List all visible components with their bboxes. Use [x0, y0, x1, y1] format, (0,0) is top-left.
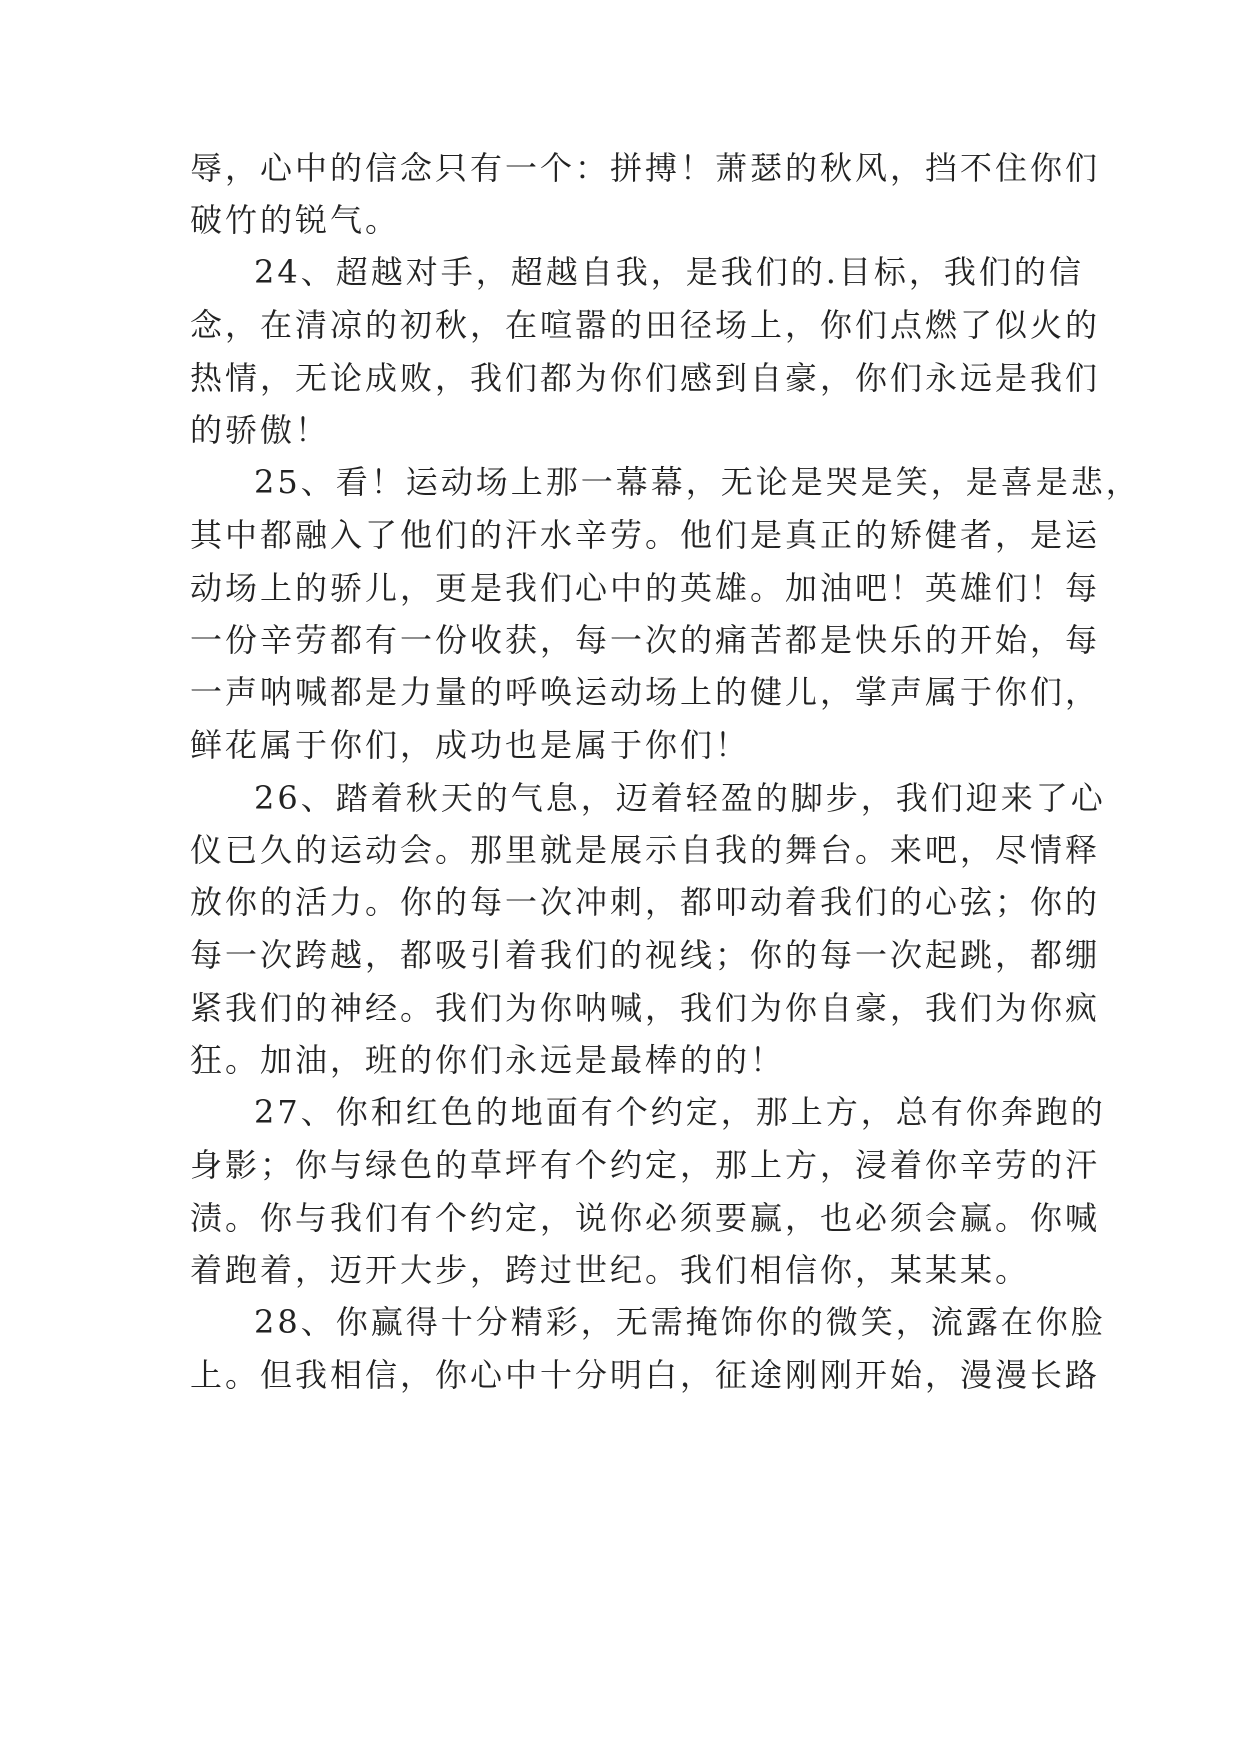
paragraph-line: 的骄傲！	[190, 411, 331, 449]
paragraph-line: 24、超越对手，超越自我，是我们的.目标，我们的信	[254, 253, 1084, 291]
paragraph-line: 一声呐喊都是力量的呼唤运动场上的健儿，掌声属于你们，	[190, 673, 1101, 711]
paragraph-line: 其中都融入了他们的汗水辛劳。他们是真正的矫健者，是运	[190, 516, 1101, 554]
paragraph-line: 28、你赢得十分精彩，无需掩饰你的微笑，流露在你脸	[254, 1303, 1106, 1341]
paragraph-line: 身影；你与绿色的草坪有个约定，那上方，浸着你辛劳的汗	[190, 1146, 1101, 1184]
paragraph-line: 鲜花属于你们，成功也是属于你们！	[190, 726, 751, 764]
paragraph-line: 26、踏着秋天的气息，迈着轻盈的脚步，我们迎来了心	[254, 779, 1106, 817]
paragraph-line: 辱，心中的信念只有一个：拼搏！萧瑟的秋风，挡不住你们	[190, 149, 1101, 187]
paragraph-line: 狂。加油，班的你们永远是最棒的的！	[190, 1041, 786, 1079]
paragraph-line: 每一次跨越，都吸引着我们的视线；你的每一次起跳，都绷	[190, 936, 1101, 974]
paragraph-line: 25、看！运动场上那一幕幕，无论是哭是笑，是喜是悲，	[254, 463, 1141, 501]
paragraph-line: 放你的活力。你的每一次冲刺，都叩动着我们的心弦；你的	[190, 883, 1101, 921]
paragraph-line: 念，在清凉的初秋，在喧嚣的田径场上，你们点燃了似火的	[190, 306, 1101, 344]
paragraph-line: 渍。你与我们有个约定，说你必须要赢，也必须会赢。你喊	[190, 1199, 1101, 1237]
paragraph-line: 上。但我相信，你心中十分明白，征途刚刚开始，漫漫长路	[190, 1356, 1101, 1394]
paragraph-line: 着跑着，迈开大步，跨过世纪。我们相信你，某某某。	[190, 1251, 1031, 1289]
paragraph-line: 热情，无论成败，我们都为你们感到自豪，你们永远是我们	[190, 359, 1101, 397]
paragraph-line: 仪已久的运动会。那里就是展示自我的舞台。来吧，尽情释	[190, 831, 1101, 869]
paragraph-line: 动场上的骄儿，更是我们心中的英雄。加油吧！英雄们！每	[190, 569, 1101, 607]
paragraph-line: 破竹的锐气。	[190, 201, 401, 239]
paragraph-line: 紧我们的神经。我们为你呐喊，我们为你自豪，我们为你疯	[190, 989, 1101, 1027]
paragraph-line: 一份辛劳都有一份收获，每一次的痛苦都是快乐的开始，每	[190, 621, 1101, 659]
paragraph-line: 27、你和红色的地面有个约定，那上方，总有你奔跑的	[254, 1093, 1106, 1131]
